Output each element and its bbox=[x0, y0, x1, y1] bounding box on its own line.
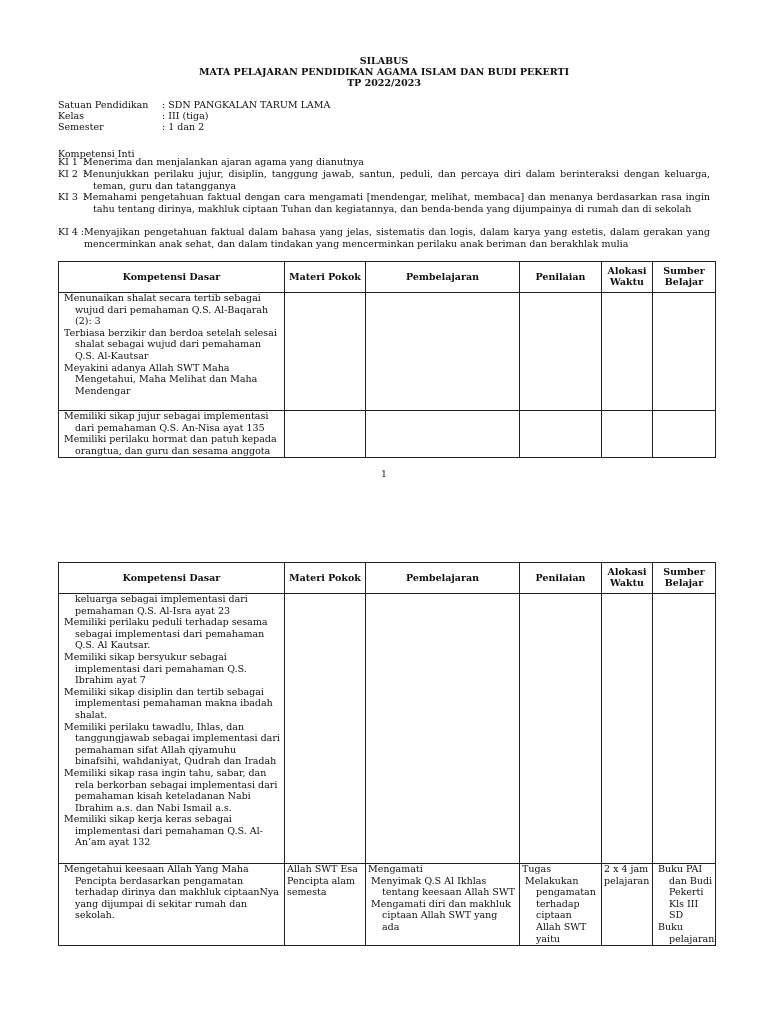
kd-item: Menunaikan shalat secara tertib sebagai wujud dari pemahaman Q.S. Al-Baqarah (2): 3 bbox=[64, 293, 269, 328]
ki-key: KI 1 : bbox=[58, 157, 88, 168]
sumber-cell bbox=[653, 594, 716, 864]
header-penilaian: Penilaian bbox=[520, 563, 602, 594]
kd-item: Memiliki sikap disiplin dan tertib sebagai implementasi pemahaman makna ibadah shalat. bbox=[64, 686, 273, 721]
header-pembelajaran: Pembelajaran bbox=[366, 563, 520, 594]
kd-item: Memiliki sikap rasa ingin tahu, sabar, dan rela berkorban sebagai implementasi dari pemahaman kisah keteladanan Nabi Ibrahim a.s. dan Nabi Ismail a.s. bbox=[64, 767, 278, 814]
ki-key: KI 2 : bbox=[58, 169, 88, 180]
kd-item: Memiliki sikap jujur sebagai implementasi dari pemahaman Q.S. An-Nisa ayat 135 bbox=[64, 411, 269, 434]
info-label: Semester bbox=[58, 122, 104, 133]
alokasi-cell bbox=[602, 411, 653, 458]
kd-item: Memiliki sikap bersyukur sebagai implementasi dari pemahaman Q.S. Ibrahim ayat 7 bbox=[64, 651, 247, 687]
info-value: : SDN PANGKALAN TARUM LAMA bbox=[162, 100, 331, 111]
materi-cell bbox=[285, 293, 366, 411]
ki-key: KI 3 : bbox=[58, 192, 88, 203]
doc-title: SILABUS bbox=[359, 56, 409, 67]
info-label: Satuan Pendidikan bbox=[58, 100, 149, 111]
doc-year: TP 2022/2023 bbox=[347, 78, 421, 89]
ki-text: Memahami pengetahuan faktual dengan cara mengamati [mendengar, melihat, membaca] dan menanya berdasarkan rasa ingin tahu tentang dirinya, makhluk ciptaan Tuhan dan kegiatannya, dan benda-benda yang dijumpainya di rumah dan di sekolah bbox=[83, 192, 710, 215]
kd-cell bbox=[59, 411, 285, 458]
materi-cell bbox=[285, 594, 366, 864]
info-label: Kelas bbox=[58, 111, 85, 122]
pembelajaran-item: Mengamati bbox=[368, 864, 423, 875]
header-kompetensi-dasar: Kompetensi Dasar bbox=[59, 262, 285, 293]
header-sumber-belajar: Sumber Belajar bbox=[653, 563, 716, 594]
pembelajaran-cell bbox=[366, 594, 520, 864]
penilaian-cell bbox=[520, 411, 602, 458]
penilaian-cell bbox=[520, 594, 602, 864]
ki-heading: Kompetensi Inti bbox=[58, 149, 135, 160]
alokasi-text: 2 x 4 jam pelajaran bbox=[604, 864, 650, 887]
info-row-semester bbox=[58, 122, 204, 133]
kd-cell bbox=[59, 864, 285, 946]
penilaian-cell bbox=[520, 293, 602, 411]
kd-item: Meyakini adanya Allah SWT Maha Mengetahui, Maha Melihat dan Maha Mendengar bbox=[64, 362, 258, 397]
table-row bbox=[59, 594, 716, 864]
header-pembelajaran: Pembelajaran bbox=[366, 262, 520, 293]
header-penilaian: Penilaian bbox=[520, 262, 602, 293]
table-header-row bbox=[59, 262, 716, 293]
sumber-cell bbox=[653, 864, 716, 946]
page-number: 1 bbox=[381, 470, 387, 480]
ki-text: Menyajikan pengetahuan faktual dalam bahasa yang jelas, sistematis dan logis, dalam karya yang estetis, dalam gerakan yang mencerminkan anak sehat, dan dalam tindakan yang mencerminkan perilaku anak beriman dan berakhlak mulia bbox=[84, 227, 710, 250]
penilaian-cell bbox=[520, 864, 602, 946]
pembelajaran-item: Menyimak Q.S Al Ikhlas tentang keesaan Allah SWT bbox=[371, 875, 515, 899]
kd-item: Memiliki perilaku tawadlu, Ihlas, dan tanggungjawab sebagai implementasi dari pemahaman sifat Allah qiyamuhu binafsihi, wahdaniyat, Qudrah dan Iradah bbox=[64, 721, 280, 768]
penilaian-item: Tugas bbox=[522, 864, 552, 875]
info-value: : III (tiga) bbox=[162, 111, 209, 122]
pembelajaran-cell bbox=[366, 293, 520, 411]
silabus-table-page2 bbox=[58, 562, 716, 946]
pembelajaran-cell bbox=[366, 411, 520, 458]
ki-text: Menunjukkan perilaku jujur, disiplin, tanggung jawab, santun, peduli, dan percaya diri dalam berinteraksi dengan keluarga, teman, guru dan tatangganya bbox=[83, 169, 710, 192]
header-sumber-belajar: Sumber Belajar bbox=[653, 262, 716, 293]
silabus-table-page1 bbox=[58, 261, 716, 458]
alokasi-cell bbox=[602, 594, 653, 864]
header-alokasi-waktu: Alokasi Waktu bbox=[602, 262, 653, 293]
kd-cell bbox=[59, 293, 285, 411]
doc-subject: MATA PELAJARAN PENDIDIKAN AGAMA ISLAM DAN BUDI PEKERTI bbox=[198, 67, 570, 78]
kd-cell bbox=[59, 594, 285, 864]
table-row bbox=[59, 864, 716, 946]
header-alokasi-waktu: Alokasi Waktu bbox=[602, 563, 653, 594]
header-materi-pokok: Materi Pokok bbox=[285, 563, 366, 594]
kd-item: Terbiasa berzikir dan berdoa setelah selesai shalat sebagai wujud dari pemahaman Q.S. Al-Kautsar bbox=[64, 327, 277, 362]
materi-cell bbox=[285, 864, 366, 946]
ki-item-1 bbox=[58, 157, 710, 169]
ki-item-4 bbox=[58, 227, 710, 250]
ki-text: Menerima dan menjalankan ajaran agama yang dianutnya bbox=[83, 157, 364, 168]
table-row bbox=[59, 293, 716, 411]
sumber-item: Buku PAI dan Budi Pekerti Kls III SD bbox=[658, 864, 713, 922]
ki-key: KI 4 : bbox=[58, 227, 85, 238]
materi-cell bbox=[285, 411, 366, 458]
info-value: : 1 dan 2 bbox=[162, 122, 205, 133]
kd-item: Memiliki perilaku hormat dan patuh kepada orangtua, dan guru dan sesama anggota bbox=[64, 434, 277, 457]
header-materi-pokok: Materi Pokok bbox=[285, 262, 366, 293]
kd-item: Memiliki perilaku peduli terhadap sesama sebagai implementasi dari pemahaman Q.S. Al Kautsar. bbox=[64, 617, 268, 652]
ki-item-3 bbox=[58, 192, 710, 215]
table-row bbox=[59, 411, 716, 458]
info-row-kelas bbox=[58, 111, 209, 122]
alokasi-cell bbox=[602, 293, 653, 411]
kd-item: Mengetahui keesaan Allah Yang Maha Pencipta berdasarkan pengamatan terhadap dirinya dan makhluk ciptaanNya yang dijumpai di sekitar rumah dan sekolah. bbox=[64, 864, 279, 922]
penilaian-item: Melakukan pengamatan terhadap ciptaan Allah SWT yaitu bbox=[525, 875, 596, 945]
kd-item: keluarga sebagai implementasi dari pemahaman Q.S. Al-Isra ayat 23 bbox=[75, 594, 248, 617]
pembelajaran-item: Mengamati diri dan makhluk ciptaan Allah SWT yang ada bbox=[371, 898, 511, 933]
info-row-satuan bbox=[58, 100, 330, 111]
ki-item-2 bbox=[58, 169, 710, 192]
sumber-cell bbox=[653, 411, 716, 458]
sumber-cell bbox=[653, 293, 716, 411]
materi-text: Allah SWT Esa Pencipta alam semesta bbox=[287, 864, 358, 899]
pembelajaran-cell bbox=[366, 864, 520, 946]
kd-item: Memiliki sikap kerja keras sebagai implementasi dari pemahaman Q.S. Al-An’am ayat 132 bbox=[64, 814, 263, 849]
header-kompetensi-dasar: Kompetensi Dasar bbox=[59, 563, 285, 594]
alokasi-cell bbox=[602, 864, 653, 946]
sumber-item: Buku pelajaran bbox=[658, 921, 715, 945]
table-header-row bbox=[59, 563, 716, 594]
